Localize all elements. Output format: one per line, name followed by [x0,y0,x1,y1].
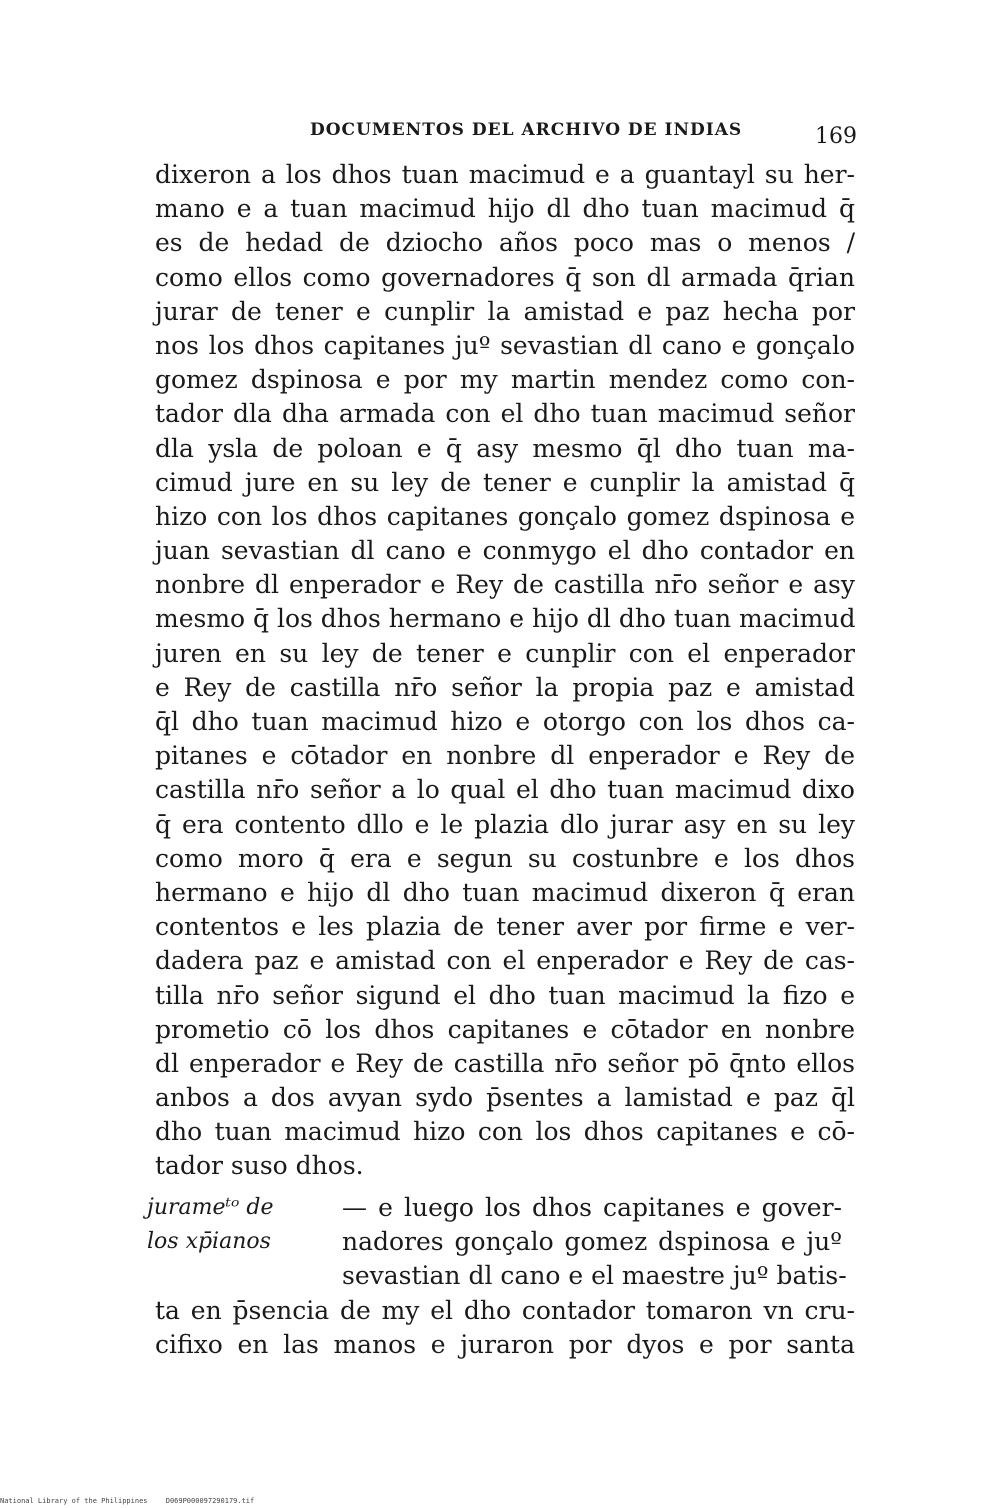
text-line: como moro q̄ era e segun su costunbre e los dhos [155,843,855,873]
text-line: juan sevastian dl cano e conmygo el dho contador en [155,536,855,566]
text-line: hermano e hijo dl dho tuan macimud dixeron q̄ eran [155,877,855,907]
text-line: tador suso dhos. [155,1151,364,1181]
footer-institution: National Library of the Philippines [0,1497,148,1505]
text-line: nonbre dl enperador e Rey de castilla nr̄o señor e asy [155,570,855,600]
text-line: q̄ era contento dllo e le plazia dlo jurar asy en su ley [155,809,855,839]
text-line: prometio cō los dhos capitanes e cōtador en nonbre [155,1014,855,1044]
text-line: tador dla dha armada con el dho tuan macimud señor [155,399,855,429]
text-line: castilla nr̄o señor a lo qual el dho tuan macimud dixo [155,775,855,805]
oath-paragraph [342,1191,847,1294]
text-line: mano e a tuan macimud hijo dl dho tuan macimud q̄ [155,194,855,224]
body-text [155,158,855,1184]
text-line: como ellos como governadores q̄ son dl armada q̄rian [155,262,855,292]
text-line: juren en su ley de tener e cunplir con el enperador [155,638,855,668]
text-line: tilla nr̄o señor sigund el dho tuan macimud la fizo e [155,980,855,1010]
text-line: dl enperador e Rey de castilla nr̄o señor pō q̄nto ellos [155,1048,855,1078]
text-line: e Rey de castilla nr̄o señor la propia paz e amistad [155,672,855,702]
text-line: dixeron a los dhos tuan macimud e a guantayl su her- [155,160,855,189]
text-line: nos los dhos capitanes juº sevastian dl cano e gonçalo [155,330,855,360]
margin-note [147,1191,327,1259]
text-line: nadores gonçalo gomez dspinosa e juº [342,1227,842,1257]
text-line: — e luego los dhos capitanes e gover- [342,1193,842,1222]
text-line: dadera paz e amistad con el enperador e Rey de cas- [155,946,855,976]
text-line: es de hedad de dziocho años poco mas o menos / [155,228,855,258]
text-line: mesmo q̄ los dhos hermano e hijo dl dho tuan macimud [155,604,856,634]
page-number: 169 [815,124,857,149]
text-line: sevastian dl cano e el maestre juº batis- [342,1261,847,1291]
text-line: ta en p̄sencia de my el dho contador tomaron vn cru- [155,1296,855,1325]
continuation-text [155,1294,855,1362]
text-line: jurar de tener e cunplir la amistad e paz hecha por [155,296,855,326]
text-line: q̄l dho tuan macimud hizo e otorgo con los dhos ca- [155,707,855,736]
text-line: hizo con los dhos capitanes gonçalo gomez dspinosa e [155,501,855,531]
margin-note-line: los xp̄ianos [147,1229,271,1254]
footer-file-id: D069P000097290179.tif [165,1497,255,1505]
running-title: DOCUMENTOS DEL ARCHIVO DE INDIAS [310,120,743,140]
scan-footer [0,1497,268,1505]
text-line: dho tuan macimud hizo con los dhos capitanes e cō- [155,1117,855,1147]
text-line: gomez dspinosa e por my martin mendez como con- [155,365,855,395]
text-line: anbos a dos avyan sydo p̄sentes a lamistad e paz q̄l [155,1083,855,1113]
text-line: dla ysla de poloan e q̄ asy mesmo q̄l dho tuan ma- [155,433,855,463]
text-line: cifixo en las manos e juraron por dyos e por santa [155,1330,855,1360]
margin-note-line: jurameᵗᵒ de [147,1195,274,1220]
text-line: contentos e les plazia de tener aver por firme e ver- [155,912,855,942]
text-line: pitanes e cōtador en nonbre dl enperador e Rey de [155,741,855,771]
text-line: cimud jure en su ley de tener e cunplir la amistad q̄ [155,467,855,497]
